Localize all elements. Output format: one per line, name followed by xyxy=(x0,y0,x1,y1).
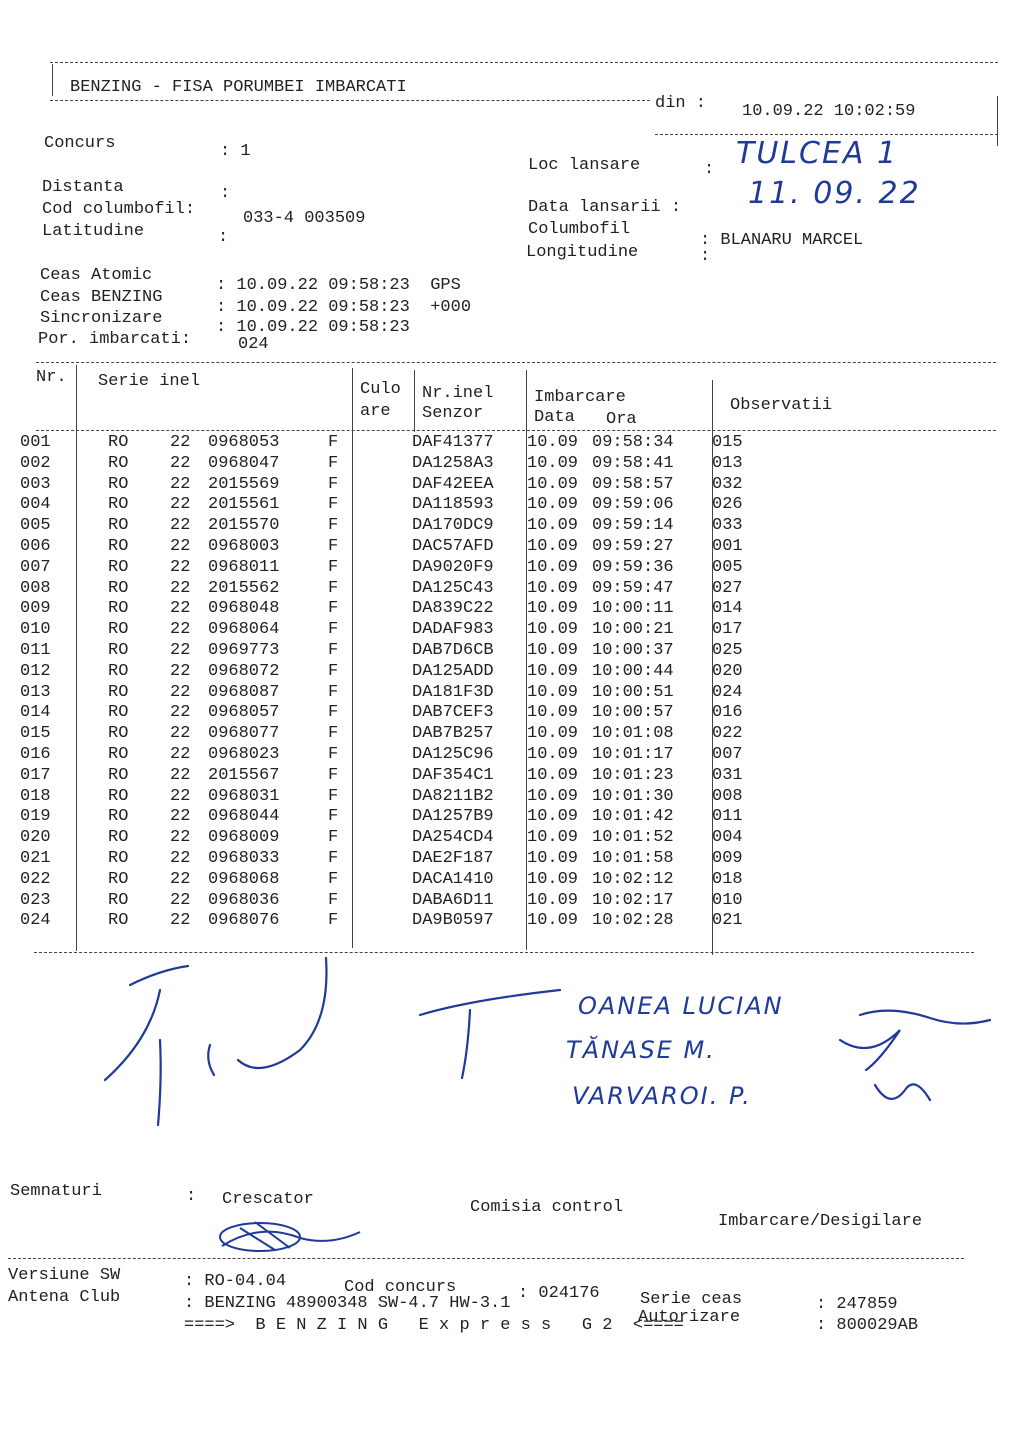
cell-an: 22 xyxy=(170,890,191,910)
cell-tara: RO xyxy=(108,765,129,785)
committee-signature-stroke xyxy=(238,958,326,1068)
cell-sex: F xyxy=(328,765,339,785)
cell-inel: 0968053 xyxy=(208,433,280,452)
cell-data: 10.09 xyxy=(527,849,579,868)
cell-inel: 2015567 xyxy=(208,765,280,785)
ceas-benzing-label: Ceas BENZING xyxy=(40,288,163,307)
columbofil-label: Columbofil xyxy=(528,220,631,239)
cell-data: 10.09 xyxy=(527,786,579,806)
cell-ora: 09:59:06 xyxy=(592,495,674,515)
din-label: din : xyxy=(655,94,707,113)
print-datetime: 10.09.22 10:02:59 xyxy=(742,102,916,121)
cell-data: 10.09 xyxy=(527,495,579,515)
cell-senzor: DA839C22 xyxy=(412,599,494,619)
cell-sex: F xyxy=(328,849,339,868)
cell-an: 22 xyxy=(170,786,191,806)
committee-name-3: VARVAROI. P. xyxy=(572,1082,752,1110)
cell-tara: RO xyxy=(108,453,129,473)
loc-lansare-handwritten: TULCEA 1 xyxy=(736,136,899,171)
cell-senzor: DAF354C1 xyxy=(412,765,494,785)
cell-ora: 10:01:30 xyxy=(592,786,674,806)
ceas-atomic-label: Ceas Atomic xyxy=(40,266,153,285)
cell-data: 10.09 xyxy=(527,828,579,848)
cell-an: 22 xyxy=(170,703,191,723)
cell-data: 10.09 xyxy=(527,433,579,452)
cell-senzor: DABA6D11 xyxy=(412,890,494,910)
cell-obs: 018 xyxy=(712,869,743,889)
cell-ora: 10:01:42 xyxy=(592,807,674,827)
cell-an: 22 xyxy=(170,724,191,744)
cell-sex: F xyxy=(328,578,339,598)
cell-ora: 10:01:52 xyxy=(592,828,674,848)
distanta-value: : xyxy=(220,184,231,203)
antena-club-value: : BENZING 48900348 SW-4.7 HW-3.1 xyxy=(184,1294,511,1313)
cell-sex: F xyxy=(328,828,339,848)
cell-data: 10.09 xyxy=(527,869,579,889)
cell-an: 22 xyxy=(170,661,191,681)
cell-sex: F xyxy=(328,620,339,640)
committee-signature-stroke xyxy=(158,1040,161,1125)
serie-ceas-label: Serie ceas xyxy=(640,1290,743,1309)
cell-ora: 10:00:57 xyxy=(592,703,674,723)
col-data-header: Data xyxy=(534,408,575,427)
cell-ora: 09:59:47 xyxy=(592,578,674,598)
cell-senzor: DA1258A3 xyxy=(412,453,494,473)
cell-senzor: DAE2F187 xyxy=(412,849,494,868)
cell-an: 22 xyxy=(170,578,191,598)
cod-columbofil-label: Cod columbofil: xyxy=(42,200,196,219)
benzing-express-banner: ====> B E N Z I N G E x p r e s s G 2 <==== xyxy=(184,1316,684,1335)
cell-sex: F xyxy=(328,495,339,515)
ceas-benzing-value: : 10.09.22 09:58:23 +000 xyxy=(216,298,472,317)
cell-inel: 2015561 xyxy=(208,495,280,515)
document-title: BENZING - FISA PORUMBEI IMBARCATI xyxy=(70,78,407,97)
cell-inel: 0969773 xyxy=(208,641,280,660)
cell-senzor: DAB7B257 xyxy=(412,724,494,744)
cell-sex: F xyxy=(328,724,339,744)
cell-nr: 010 xyxy=(20,620,51,640)
cell-inel: 0968047 xyxy=(208,453,280,473)
cell-obs: 022 xyxy=(712,724,743,744)
cell-senzor: DA9B0597 xyxy=(412,911,494,931)
cell-ora: 10:01:23 xyxy=(592,765,674,785)
cell-tara: RO xyxy=(108,849,129,868)
versiune-sw-value: : RO-04.04 xyxy=(184,1272,287,1291)
cell-senzor: DA125C96 xyxy=(412,745,494,764)
cell-an: 22 xyxy=(170,620,191,640)
committee-signature-stroke xyxy=(420,990,560,1015)
cell-tara: RO xyxy=(108,516,129,536)
cell-nr: 016 xyxy=(20,745,51,764)
comisia-control-label: Comisia control xyxy=(470,1198,624,1217)
latitudine-label: Latitudine xyxy=(42,222,145,241)
cell-data: 10.09 xyxy=(527,537,579,556)
cell-nr: 020 xyxy=(20,828,51,848)
cell-tara: RO xyxy=(108,433,129,452)
latitudine-value: : xyxy=(218,228,229,247)
cell-obs: 026 xyxy=(712,495,743,515)
oanea-signature-stroke xyxy=(840,1030,900,1070)
cell-data: 10.09 xyxy=(527,557,579,577)
cell-sex: F xyxy=(328,599,339,619)
cell-inel: 0968023 xyxy=(208,745,280,764)
loc-lansare-label: Loc lansare xyxy=(528,156,641,175)
cell-sex: F xyxy=(328,516,339,536)
cell-data: 10.09 xyxy=(527,453,579,473)
cell-tara: RO xyxy=(108,641,129,660)
cell-sex: F xyxy=(328,703,339,723)
varvaroi-signature-stroke xyxy=(875,1084,930,1100)
cell-inel: 0968033 xyxy=(208,849,280,868)
columbofil-value: : BLANARU MARCEL xyxy=(700,231,864,250)
cell-tara: RO xyxy=(108,786,129,806)
cell-senzor: DA1257B9 xyxy=(412,807,494,827)
cell-tara: RO xyxy=(108,661,129,681)
cell-obs: 014 xyxy=(712,599,743,619)
col-observatii-header: Observatii xyxy=(730,396,833,415)
cell-ora: 10:01:58 xyxy=(592,849,674,868)
cell-data: 10.09 xyxy=(527,911,579,931)
committee-signature-stroke xyxy=(462,1010,470,1078)
cell-senzor: DAB7CEF3 xyxy=(412,703,494,723)
cell-sex: F xyxy=(328,745,339,764)
cell-nr: 019 xyxy=(20,807,51,827)
cell-inel: 0968003 xyxy=(208,537,280,556)
cell-inel: 0968009 xyxy=(208,828,280,848)
cell-nr: 014 xyxy=(20,703,51,723)
footer-rule xyxy=(8,1258,964,1259)
cell-ora: 10:02:12 xyxy=(592,869,674,889)
cell-an: 22 xyxy=(170,495,191,515)
cell-tara: RO xyxy=(108,599,129,619)
cell-obs: 009 xyxy=(712,849,743,868)
versiune-sw-label: Versiune SW xyxy=(8,1266,121,1285)
cell-tara: RO xyxy=(108,474,129,494)
sincronizare-label: Sincronizare xyxy=(40,309,163,328)
committee-signature-stroke xyxy=(105,990,160,1080)
cell-data: 10.09 xyxy=(527,682,579,702)
cell-obs: 015 xyxy=(712,433,743,452)
cell-obs: 027 xyxy=(712,578,743,598)
cell-data: 10.09 xyxy=(527,765,579,785)
cell-tara: RO xyxy=(108,911,129,931)
cell-ora: 10:02:28 xyxy=(592,911,674,931)
cell-sex: F xyxy=(328,869,339,889)
cell-sex: F xyxy=(328,433,339,452)
col-nr-header: Nr. xyxy=(36,368,67,387)
cell-nr: 006 xyxy=(20,537,51,556)
committee-signature-stroke xyxy=(130,966,188,985)
col-ora-header: Ora xyxy=(606,410,637,429)
sincronizare-value: : 10.09.22 09:58:23 xyxy=(216,318,410,337)
cell-sex: F xyxy=(328,453,339,473)
committee-name-2: TĂNASE M. xyxy=(566,1036,716,1064)
cell-an: 22 xyxy=(170,911,191,931)
distanta-label: Distanta xyxy=(42,178,124,197)
cell-ora: 10:01:08 xyxy=(592,724,674,744)
col-culoare-header-2: are xyxy=(360,402,391,421)
cell-inel: 0968036 xyxy=(208,890,280,910)
crescator-signature xyxy=(220,1222,360,1251)
ceas-atomic-value: : 10.09.22 09:58:23 GPS xyxy=(216,276,461,295)
cell-ora: 10:01:17 xyxy=(592,745,674,764)
cell-ora: 09:58:57 xyxy=(592,474,674,494)
cell-obs: 001 xyxy=(712,537,743,556)
cell-ora: 10:00:51 xyxy=(592,682,674,702)
cell-inel: 0968064 xyxy=(208,620,280,640)
cod-columbofil-value: 033-4 003509 xyxy=(243,209,366,228)
col-culoare-header-1: Culo xyxy=(360,380,401,399)
cell-obs: 024 xyxy=(712,682,743,702)
cell-senzor: DACA1410 xyxy=(412,869,494,889)
cell-obs: 021 xyxy=(712,911,743,931)
cell-inel: 0968011 xyxy=(208,557,280,577)
cell-tara: RO xyxy=(108,620,129,640)
cell-ora: 09:58:41 xyxy=(592,453,674,473)
cell-nr: 001 xyxy=(20,433,51,452)
cell-inel: 2015570 xyxy=(208,516,280,536)
cell-senzor: DA118593 xyxy=(412,495,494,515)
cell-senzor: DAF41377 xyxy=(412,433,494,452)
cell-obs: 005 xyxy=(712,557,743,577)
cell-ora: 09:59:36 xyxy=(592,557,674,577)
col-imbarcare-header: Imbarcare xyxy=(534,388,626,407)
cell-obs: 033 xyxy=(712,516,743,536)
cell-tara: RO xyxy=(108,703,129,723)
cell-inel: 0968048 xyxy=(208,599,280,619)
cell-inel: 0968077 xyxy=(208,724,280,744)
autorizare-value: : 800029AB xyxy=(816,1316,919,1335)
cell-an: 22 xyxy=(170,557,191,577)
cell-obs: 020 xyxy=(712,661,743,681)
concurs-value: : 1 xyxy=(220,142,251,161)
cell-inel: 2015562 xyxy=(208,578,280,598)
longitudine-label: Longitudine xyxy=(526,243,639,262)
cell-nr: 003 xyxy=(20,474,51,494)
cell-tara: RO xyxy=(108,578,129,598)
committee-signature-stroke xyxy=(208,1045,214,1075)
cell-ora: 09:58:34 xyxy=(592,433,674,452)
cell-an: 22 xyxy=(170,599,191,619)
cell-senzor: DA9020F9 xyxy=(412,557,494,577)
cell-obs: 010 xyxy=(712,890,743,910)
cell-senzor: DA8211B2 xyxy=(412,786,494,806)
cell-data: 10.09 xyxy=(527,890,579,910)
por-imbarcati-label: Por. imbarcati: xyxy=(38,330,192,349)
cell-nr: 015 xyxy=(20,724,51,744)
cell-sex: F xyxy=(328,807,339,827)
cell-an: 22 xyxy=(170,516,191,536)
cell-inel: 2015569 xyxy=(208,474,280,494)
cell-nr: 008 xyxy=(20,578,51,598)
cell-sex: F xyxy=(328,890,339,910)
data-lansarii-handwritten: 11. 09. 22 xyxy=(748,176,921,211)
cell-sex: F xyxy=(328,557,339,577)
cell-inel: 0968072 xyxy=(208,661,280,681)
cell-senzor: DAC57AFD xyxy=(412,537,494,556)
cell-ora: 10:00:44 xyxy=(592,661,674,681)
cell-nr: 023 xyxy=(20,890,51,910)
cell-data: 10.09 xyxy=(527,516,579,536)
cell-tara: RO xyxy=(108,890,129,910)
cell-an: 22 xyxy=(170,765,191,785)
cell-data: 10.09 xyxy=(527,807,579,827)
semnaturi-label: Semnaturi xyxy=(10,1182,102,1201)
autorizare-label: Autorizare xyxy=(638,1308,741,1327)
cell-an: 22 xyxy=(170,433,191,452)
cell-an: 22 xyxy=(170,453,191,473)
longitudine-value: : xyxy=(700,247,711,266)
cell-senzor: DAB7D6CB xyxy=(412,641,494,660)
cell-data: 10.09 xyxy=(527,641,579,660)
serie-ceas-value: : 247859 xyxy=(816,1295,898,1314)
cell-ora: 09:59:27 xyxy=(592,537,674,556)
cell-nr: 013 xyxy=(20,682,51,702)
cell-obs: 016 xyxy=(712,703,743,723)
cell-an: 22 xyxy=(170,474,191,494)
cell-nr: 012 xyxy=(20,661,51,681)
data-lansarii-label: Data lansarii : xyxy=(528,198,682,217)
col-nrinel-header-2: Senzor xyxy=(422,404,484,423)
cell-obs: 013 xyxy=(712,453,743,473)
cell-nr: 024 xyxy=(20,911,51,931)
cell-obs: 007 xyxy=(712,745,743,764)
cell-nr: 005 xyxy=(20,516,51,536)
cell-an: 22 xyxy=(170,807,191,827)
cell-data: 10.09 xyxy=(527,745,579,764)
cell-senzor: DA125ADD xyxy=(412,661,494,681)
cell-tara: RO xyxy=(108,745,129,764)
imbarcare-desigilare-label: Imbarcare/Desigilare xyxy=(718,1212,923,1231)
cell-nr: 007 xyxy=(20,557,51,577)
cell-inel: 0968087 xyxy=(208,682,280,702)
por-imbarcati-value: 024 xyxy=(238,335,269,354)
cell-senzor: DAF42EEA xyxy=(412,474,494,494)
cell-an: 22 xyxy=(170,869,191,889)
cell-ora: 10:02:17 xyxy=(592,890,674,910)
cell-senzor: DADAF983 xyxy=(412,620,494,640)
cell-tara: RO xyxy=(108,557,129,577)
cell-sex: F xyxy=(328,682,339,702)
cell-data: 10.09 xyxy=(527,703,579,723)
cell-data: 10.09 xyxy=(527,578,579,598)
cell-tara: RO xyxy=(108,537,129,556)
cell-nr: 017 xyxy=(20,765,51,785)
cell-sex: F xyxy=(328,474,339,494)
cell-obs: 004 xyxy=(712,828,743,848)
cell-tara: RO xyxy=(108,724,129,744)
cell-senzor: DA254CD4 xyxy=(412,828,494,848)
cell-inel: 0968068 xyxy=(208,869,280,889)
cell-ora: 10:00:37 xyxy=(592,641,674,660)
col-nrinel-header-1: Nr.inel xyxy=(422,384,494,403)
cell-nr: 009 xyxy=(20,599,51,619)
cell-an: 22 xyxy=(170,641,191,660)
semnaturi-colon: : xyxy=(186,1187,197,1206)
cell-data: 10.09 xyxy=(527,599,579,619)
cell-nr: 021 xyxy=(20,849,51,868)
cell-inel: 0968076 xyxy=(208,911,280,931)
cell-obs: 017 xyxy=(712,620,743,640)
cell-data: 10.09 xyxy=(527,724,579,744)
cell-ora: 09:59:14 xyxy=(592,516,674,536)
antena-club-label: Antena Club xyxy=(8,1288,121,1307)
cell-obs: 032 xyxy=(712,474,743,494)
cell-senzor: DA125C43 xyxy=(412,578,494,598)
cell-an: 22 xyxy=(170,849,191,868)
cell-tara: RO xyxy=(108,828,129,848)
cell-senzor: DA170DC9 xyxy=(412,516,494,536)
cell-senzor: DA181F3D xyxy=(412,682,494,702)
cell-an: 22 xyxy=(170,537,191,556)
cell-inel: 0968044 xyxy=(208,807,280,827)
cell-ora: 10:00:21 xyxy=(592,620,674,640)
col-serie-header: Serie inel xyxy=(98,372,201,391)
cell-data: 10.09 xyxy=(527,474,579,494)
cell-nr: 004 xyxy=(20,495,51,515)
cell-ora: 10:00:11 xyxy=(592,599,674,619)
crescator-label: Crescator xyxy=(222,1190,314,1209)
cell-an: 22 xyxy=(170,682,191,702)
cell-inel: 0968031 xyxy=(208,786,280,806)
cell-sex: F xyxy=(328,537,339,556)
cell-sex: F xyxy=(328,661,339,681)
cell-nr: 011 xyxy=(20,641,51,660)
cell-tara: RO xyxy=(108,807,129,827)
loc-lansare-colon: : xyxy=(704,160,715,179)
cell-obs: 025 xyxy=(712,641,743,660)
cod-concurs-value: : 024176 xyxy=(518,1284,600,1303)
cell-obs: 031 xyxy=(712,765,743,785)
cell-obs: 008 xyxy=(712,786,743,806)
committee-name-1: OANEA LUCIAN xyxy=(578,992,784,1020)
cod-concurs-label: Cod concurs xyxy=(344,1278,457,1297)
cell-an: 22 xyxy=(170,828,191,848)
cell-data: 10.09 xyxy=(527,661,579,681)
concurs-label: Concurs xyxy=(44,134,116,153)
oanea-signature-stroke xyxy=(860,1011,990,1024)
cell-tara: RO xyxy=(108,495,129,515)
cell-an: 22 xyxy=(170,745,191,764)
cell-sex: F xyxy=(328,911,339,931)
cell-tara: RO xyxy=(108,682,129,702)
cell-sex: F xyxy=(328,786,339,806)
cell-data: 10.09 xyxy=(527,620,579,640)
cell-sex: F xyxy=(328,641,339,660)
cell-nr: 002 xyxy=(20,453,51,473)
cell-obs: 011 xyxy=(712,807,743,827)
cell-nr: 018 xyxy=(20,786,51,806)
cell-tara: RO xyxy=(108,869,129,889)
cell-nr: 022 xyxy=(20,869,51,889)
cell-inel: 0968057 xyxy=(208,703,280,723)
